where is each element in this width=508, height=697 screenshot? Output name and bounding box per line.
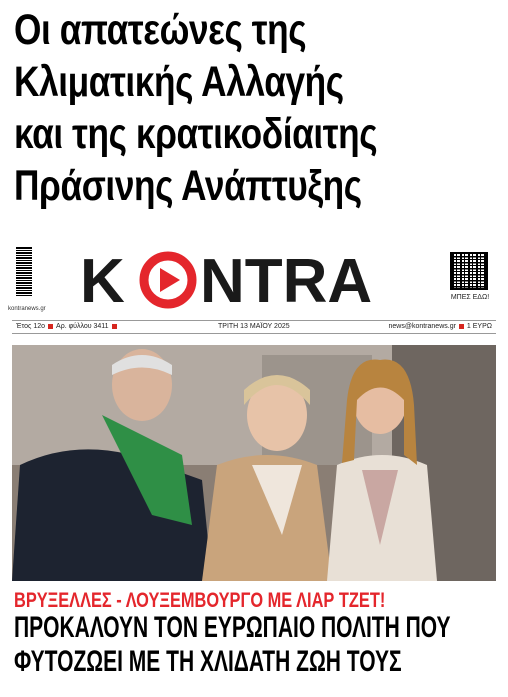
subheadline-line: ΦΥΤΟΖΩΕΙ ΜΕ ΤΗ ΧΛΙΔΑΤΗ ΖΩΗ ΤΟΥΣ <box>14 645 402 678</box>
issue-date: ΤΡΙΤΗ 13 ΜΑΪΟΥ 2025 <box>218 323 290 330</box>
issue-info-bar <box>12 320 496 334</box>
photo-illustration <box>12 345 496 581</box>
contact-meta <box>389 321 493 333</box>
logo-o-icon <box>144 256 192 304</box>
headline-line: και της κρατικοδίαιτης <box>14 110 378 158</box>
issue-number: Αρ. φύλλου 3411 <box>56 323 109 330</box>
story-subheadline <box>14 611 451 679</box>
logo-letters-ntra: NTRA <box>200 247 373 314</box>
website-label: kontranews.gr <box>8 306 46 312</box>
qr-label: ΜΠΕΣ ΕΔΩ! <box>450 294 490 301</box>
cover-photo <box>12 345 496 581</box>
masthead <box>0 240 508 318</box>
price: 1 ΕΥΡΩ <box>466 323 492 330</box>
headline-line: Οι απατεώνες της <box>14 6 307 54</box>
subheadline-line: ΠΡΟΚΑΛΟΥΝ ΤΟΝ ΕΥΡΩΠΑΙΟ ΠΟΛΙΤΗ ΠΟΥ <box>14 611 451 644</box>
logo-letter-k: K <box>80 247 125 314</box>
year-label: Έτος 12ο <box>16 323 46 330</box>
qr-code[interactable] <box>450 252 488 290</box>
email[interactable]: news@kontranews.gr <box>388 323 456 330</box>
main-headline <box>14 4 416 212</box>
kontra-logo <box>80 244 420 314</box>
headline-line: Κλιματικής Αλλαγής <box>14 58 344 106</box>
story-kicker: ΒΡΥΞΕΛΛΕΣ - ΛΟΥΞΕΜΒΟΥΡΓΟ ΜΕ ΛΙΑΡ ΤΖΕΤ! <box>14 589 386 612</box>
headline-line: Πράσινης Ανάπτυξης <box>14 162 362 210</box>
barcode <box>16 246 32 296</box>
issue-meta <box>16 321 120 333</box>
